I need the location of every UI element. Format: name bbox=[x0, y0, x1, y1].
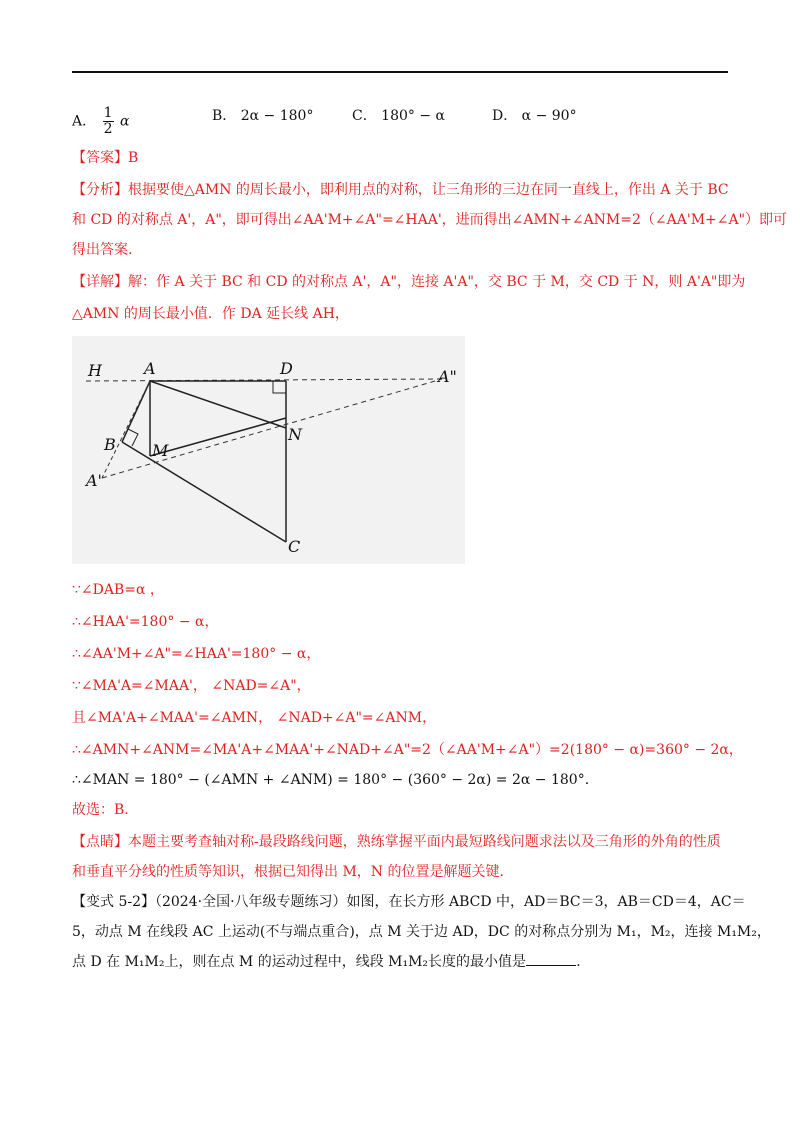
label-c: C bbox=[288, 537, 301, 556]
line-an bbox=[150, 381, 286, 428]
label-n: N bbox=[288, 425, 302, 444]
label-a2: A" bbox=[438, 367, 457, 386]
variant-line-3-end: . bbox=[576, 954, 581, 970]
option-b: B． 2α − 180° bbox=[212, 108, 314, 124]
option-c: C． 180° − α bbox=[352, 108, 445, 124]
analysis-line-3: 得出答案. bbox=[72, 242, 133, 258]
step-2: ∴∠HAA'=180° − α， bbox=[72, 614, 219, 630]
answer-blank bbox=[526, 953, 576, 966]
label-a1: A' bbox=[86, 471, 102, 490]
line-a-a1 bbox=[102, 381, 150, 478]
geometry-figure bbox=[72, 336, 465, 564]
variant-line-1: 【变式 5-2】（2024·全国·八年级专题练习）如图，在长方形 ABCD 中，AD＝BC＝3，AB＝CD＝4，AC＝ bbox=[72, 894, 746, 910]
option-a-fraction bbox=[103, 106, 114, 137]
step-5: 且∠MA'A+∠MAA'=∠AMN， ∠NAD+∠A"=∠ANM， bbox=[72, 710, 437, 726]
right-angle-b bbox=[128, 429, 138, 446]
step-4: ∵∠MA'A=∠MAA'， ∠NAD=∠A"， bbox=[72, 678, 311, 694]
detail-line-2: △AMN 的周长最小值．作 DA 延长线 AH， bbox=[72, 306, 349, 322]
choice-line: 故选：B. bbox=[72, 802, 129, 818]
label-m: M bbox=[152, 441, 169, 460]
line-a1-a2 bbox=[102, 379, 442, 478]
header-rule bbox=[72, 71, 728, 73]
line-bc bbox=[122, 442, 286, 542]
step-3: ∴∠AA'M+∠A"=∠HAA'=180° − α， bbox=[72, 646, 321, 662]
variant-line-3 bbox=[72, 952, 581, 972]
answer-line: 【答案】B bbox=[72, 150, 139, 166]
line-mn bbox=[150, 418, 286, 456]
detail-line-1: 【详解】解：作 A 关于 BC 和 CD 的对称点 A'，A"，连接 A'A"，交 BC 于 M，交 CD 于 N，则 A'A"即为 bbox=[72, 274, 746, 290]
label-d: D bbox=[280, 359, 293, 378]
step-6: ∴∠AMN+∠ANM=∠MA'A+∠MAA'+∠NAD+∠A"=2（∠AA'M+∠A"）=2(180° − α)=360° − 2α， bbox=[72, 742, 743, 758]
option-a-label: A． bbox=[72, 113, 97, 130]
right-angle-d bbox=[273, 381, 286, 393]
comment-line-2: 和垂直平分线的性质等知识，根据已知得出 M，N 的位置是解题关键. bbox=[72, 864, 504, 880]
label-b: B bbox=[104, 435, 116, 454]
analysis-line-1: 【分析】根据要使△AMN 的周长最小，即利用点的对称，让三角形的三边在同一直线上，作出 A 关于 BC bbox=[72, 182, 729, 198]
analysis-line-2: 和 CD 的对称点 A'，A"，即可得出∠AA'M+∠A"=∠HAA'，进而得出∠AMN+∠ANM=2（∠AA'M+∠A"）即可 bbox=[72, 212, 788, 228]
fraction-numerator: 1 bbox=[103, 105, 113, 121]
label-a: A bbox=[144, 359, 156, 378]
fraction-denominator: 2 bbox=[103, 121, 113, 137]
comment-line-1: 【点睛】本题主要考查轴对称-最段路线问题，熟练掌握平面内最短路线问题求法以及三角形的外角的性质 bbox=[72, 834, 721, 850]
label-h: H bbox=[88, 361, 102, 380]
conclusion-line: ∴∠MAN = 180° − (∠AMN + ∠ANM) = 180° − (360° − 2α) = 2α − 180°. bbox=[72, 772, 590, 788]
variant-line-3-text: 点 D 在 M₁M₂上，则在点 M 的运动过程中，线段 M₁M₂长度的最小值是 bbox=[72, 954, 527, 970]
variant-line-2: 5，动点 M 在线段 AC 上运动(不与端点重合)，点 M 关于边 AD，DC 的对称点分别为 M₁，M₂，连接 M₁M₂， bbox=[72, 924, 771, 940]
option-d: D． α − 90° bbox=[492, 108, 577, 124]
option-a bbox=[72, 106, 129, 137]
step-1: ∵∠DAB=α ， bbox=[72, 582, 164, 598]
option-a-variable: α bbox=[119, 113, 130, 130]
